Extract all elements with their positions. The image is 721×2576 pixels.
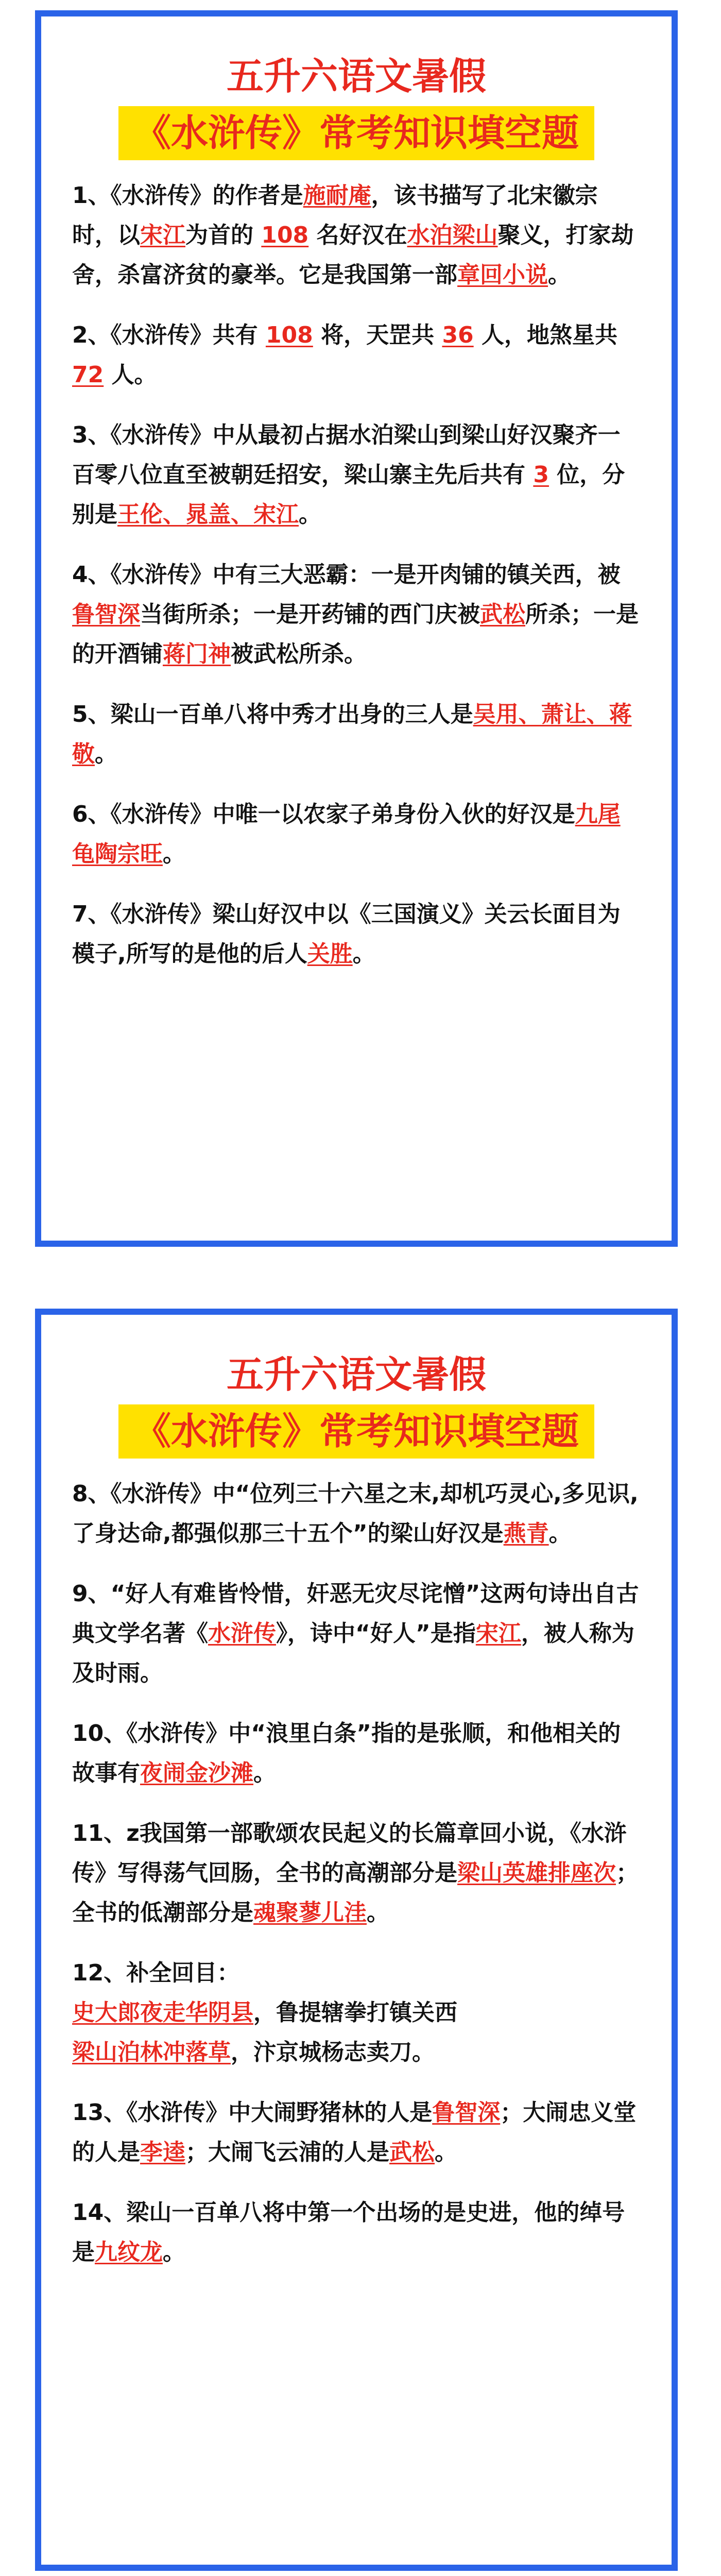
question-text: 3、《水浒传》中从最初占据水泊梁山到梁山好汉聚齐一百零八位直至被朝廷招安，梁山寨主先后共有 bbox=[72, 422, 621, 488]
answer-text: 武松 bbox=[389, 2139, 435, 2166]
answer-text: 魂聚蓼儿洼 bbox=[253, 1900, 367, 1926]
question-text: 位，分别是 bbox=[72, 462, 625, 528]
question-item bbox=[72, 555, 641, 674]
question-text: 8、《水浒传》中“位列三十六星之末,却机巧灵心,多见识,了身达命,都强似那三十五个”的梁山好汉是 bbox=[72, 1481, 639, 1547]
answer-text: 九纹龙 bbox=[95, 2239, 163, 2266]
question-text: ，鲁提辖拳打镇关西 bbox=[253, 1999, 457, 2026]
answer-text: 3 bbox=[533, 462, 549, 488]
answer-text: 九尾龟陶宗旺 bbox=[72, 801, 621, 868]
question-item bbox=[72, 1714, 641, 1793]
question-text: 。 bbox=[163, 841, 185, 868]
question-item bbox=[72, 1474, 641, 1553]
question-text: 12、补全回目： bbox=[72, 1960, 240, 1987]
answer-text: 章回小说 bbox=[457, 262, 548, 289]
question-text: 。 bbox=[163, 2239, 185, 2266]
question-item bbox=[72, 794, 641, 874]
answer-text: 李逵 bbox=[140, 2139, 185, 2166]
question-text: 》，诗中“好人”是指 bbox=[276, 1620, 476, 1647]
question-text: 名好汉在 bbox=[308, 222, 407, 249]
question-text: 11、z我国第一部歌颂农民起义的长篇章回小说，《水浒传》写得荡气回肠，全书的高潮部分是 bbox=[72, 1820, 627, 1887]
answer-text: 108 bbox=[265, 322, 313, 349]
question-text: 。 bbox=[253, 1760, 276, 1787]
question-text: ；大闹飞云浦的人是 bbox=[185, 2139, 389, 2166]
question-text: 9、“好人有难皆怜惜，奸恶无灾尽诧憎”这两句诗出自古典文学名著《 bbox=[72, 1581, 639, 1647]
question-item bbox=[72, 694, 641, 774]
quiz-card-2 bbox=[35, 1309, 678, 2571]
answer-text: 鲁智深 bbox=[432, 2099, 501, 2126]
question-text: 10、《水浒传》中“浪里白条”指的是张顺，和他相关的故事有 bbox=[72, 1720, 621, 1787]
answer-text: 吴用、萧让、蒋敬 bbox=[72, 701, 632, 768]
question-text: 为首的 bbox=[185, 222, 262, 249]
question-item bbox=[72, 176, 641, 295]
question-item bbox=[72, 1814, 641, 1933]
question-text: ，汴京城杨志卖刀。 bbox=[231, 2039, 435, 2066]
question-text: 5、梁山一百单八将中秀才出身的三人是 bbox=[72, 701, 473, 728]
answer-text: 水泊梁山 bbox=[407, 222, 498, 249]
quiz-card-1 bbox=[35, 10, 678, 1247]
question-text: 。 bbox=[548, 262, 571, 289]
question-text: 当街所杀；一是开药铺的西门庆被 bbox=[140, 601, 480, 628]
answer-text: 水浒传 bbox=[208, 1620, 276, 1647]
question-text: 4、《水浒传》中有三大恶霸：一是开肉铺的镇关西，被 bbox=[72, 562, 621, 588]
question-text: ，被人称为及时雨。 bbox=[72, 1620, 634, 1687]
question-text: 。 bbox=[95, 741, 117, 768]
question-text: ，该书描写了北宋徽宗时，以 bbox=[72, 182, 598, 249]
answer-text: 施耐庵 bbox=[303, 182, 371, 209]
question-text: 14、梁山一百单八将中第一个出场的是史进，他的绰号是 bbox=[72, 2199, 625, 2266]
question-list bbox=[72, 176, 641, 974]
question-item bbox=[72, 1953, 641, 2072]
answer-text: 梁山英雄排座次 bbox=[457, 1860, 616, 1887]
card-title: 五升六语文暑假 bbox=[226, 55, 486, 98]
answer-text: 宋江 bbox=[140, 222, 185, 249]
question-text: 所杀；一是的开酒铺 bbox=[72, 601, 639, 668]
card-subtitle: 《水浒传》常考知识填空题 bbox=[118, 106, 594, 161]
answer-text: 108 bbox=[261, 222, 309, 249]
answer-text: 史大郎夜走华阴县 bbox=[72, 1999, 253, 2026]
answer-text: 夜闹金沙滩 bbox=[140, 1760, 253, 1787]
question-text: 。 bbox=[548, 1520, 572, 1547]
question-text: 1、《水浒传》的作者是 bbox=[72, 182, 303, 209]
question-item bbox=[72, 415, 641, 534]
answer-text: 72 bbox=[72, 362, 104, 388]
question-text: 人。 bbox=[104, 362, 157, 388]
question-text: 6、《水浒传》中唯一以农家子弟身份入伙的好汉是 bbox=[72, 801, 575, 828]
answer-text: 梁山泊林冲落草 bbox=[72, 2039, 231, 2066]
answer-text: 燕青 bbox=[503, 1520, 549, 1547]
answer-text: 36 bbox=[442, 322, 474, 349]
question-item bbox=[72, 2193, 641, 2272]
question-item bbox=[72, 315, 641, 395]
answer-text: 王伦、晁盖、宋江 bbox=[117, 501, 299, 528]
card-subtitle: 《水浒传》常考知识填空题 bbox=[118, 1404, 594, 1459]
answer-text: 蒋门神 bbox=[163, 641, 231, 668]
question-text: 2、《水浒传》共有 bbox=[72, 322, 266, 349]
question-text: 聚义，打家劫舍，杀富济贫的豪举。它是我国第一部 bbox=[72, 222, 634, 289]
card-title: 五升六语文暑假 bbox=[226, 1353, 486, 1396]
question-text: 。 bbox=[352, 941, 375, 968]
question-item bbox=[72, 2093, 641, 2172]
question-text: 13、《水浒传》中大闹野猪林的人是 bbox=[72, 2099, 433, 2126]
question-item bbox=[72, 894, 641, 974]
question-text: 人，地煞星共 bbox=[473, 322, 617, 349]
question-text: 7、《水浒传》梁山好汉中以《三国演义》关云长面目为模子,所写的是他的后人 bbox=[72, 901, 621, 968]
question-text: 被武松所杀。 bbox=[231, 641, 367, 668]
question-item bbox=[72, 1574, 641, 1693]
question-text: 。 bbox=[367, 1900, 389, 1926]
question-text: ；全书的低潮部分是 bbox=[72, 1860, 639, 1926]
question-text: 。 bbox=[299, 501, 321, 528]
question-text: 将，天罡共 bbox=[313, 322, 442, 349]
question-text: ；大闹忠义堂的人是 bbox=[72, 2099, 637, 2166]
question-list bbox=[72, 1474, 641, 2272]
answer-text: 关胜 bbox=[307, 941, 353, 968]
answer-text: 宋江 bbox=[475, 1620, 521, 1647]
question-text: 。 bbox=[435, 2139, 457, 2166]
answer-text: 鲁智深 bbox=[72, 601, 140, 628]
answer-text: 武松 bbox=[480, 601, 525, 628]
